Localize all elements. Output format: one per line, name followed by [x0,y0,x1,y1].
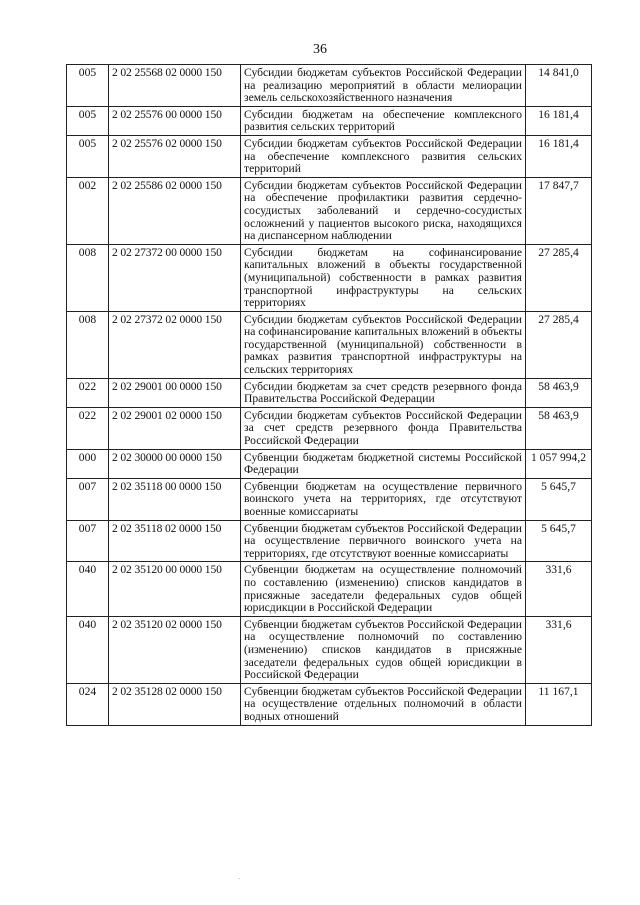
table-row [67,106,592,135]
budget-classification-code-cell: 2 02 25568 02 0000 150 [109,65,241,107]
budget-classification-code-cell: 2 02 29001 02 0000 150 [109,407,241,449]
amount-cell: 331,6 [526,616,592,683]
budget-classification-code-cell: 2 02 25576 00 0000 150 [109,106,241,135]
admin-code-cell: 005 [67,135,109,177]
page-number: 36 [313,42,327,57]
admin-code-cell: 007 [67,478,109,520]
amount-cell: 331,6 [526,562,592,616]
revenue-name-cell: Субсидии бюджетам за счет средств резервного фонда Правительства Российской Федерации [241,378,526,407]
table-row [67,520,592,562]
budget-classification-code-cell: 2 02 25586 02 0000 150 [109,177,241,244]
table-row [67,562,592,616]
revenue-name-cell: Субсидии бюджетам субъектов Российской Федерации за счет средств резервного фонда Правительства Российской Федерации [241,407,526,449]
revenue-name-cell: Субвенции бюджетам на осуществление первичного воинского учета на территориях, где отсутствуют военные комиссариаты [241,478,526,520]
budget-classification-code-cell: 2 02 35118 02 0000 150 [109,520,241,562]
table-row [67,616,592,683]
revenue-name-cell: Субсидии бюджетам субъектов Российской Федерации на софинансирование капитальных вложений в объекты государственной (муниципальной) собственности в рамках развития транспортной инфраструктуры на сельских территориях [241,311,526,378]
admin-code-cell: 024 [67,683,109,725]
budget-classification-code-cell: 2 02 30000 00 0000 150 [109,449,241,478]
budget-classification-code-cell: 2 02 35120 02 0000 150 [109,616,241,683]
table-row [67,311,592,378]
admin-code-cell: 005 [67,65,109,107]
revenue-name-cell: Субсидии бюджетам на обеспечение комплексного развития сельских территорий [241,106,526,135]
amount-cell: 11 167,1 [526,683,592,725]
table-row [67,478,592,520]
amount-cell: 5 645,7 [526,520,592,562]
revenue-name-cell: Субвенции бюджетам субъектов Российской Федерации на осуществление полномочий по составлению (изменению) списков кандидатов в присяжные заседатели федеральных судов общей юрисдикции в Российской Федерации [241,616,526,683]
revenue-name-cell: Субвенции бюджетам субъектов Российской Федерации на осуществление отдельных полномочий в области водных отношений [241,683,526,725]
revenue-name-cell: Субсидии бюджетам субъектов Российской Федерации на обеспечение профилактики развития сердечно-сосудистых заболеваний и сердечно-сосудистых осложнений у пациентов высокого риска, находящихся на диспансерном наблюдении [241,177,526,244]
amount-cell: 17 847,7 [526,177,592,244]
budget-classification-code-cell: 2 02 35120 00 0000 150 [109,562,241,616]
budget-classification-code-cell: 2 02 25576 02 0000 150 [109,135,241,177]
amount-cell: 58 463,9 [526,378,592,407]
admin-code-cell: 002 [67,177,109,244]
amount-cell: 14 841,0 [526,65,592,107]
revenue-name-cell: Субсидии бюджетам субъектов Российской Федерации на реализацию мероприятий в области мелиорации земель сельскохозяйственного назначения [241,65,526,107]
admin-code-cell: 022 [67,378,109,407]
footer-mark: . [238,872,240,881]
table-row [67,177,592,244]
revenue-name-cell: Субвенции бюджетам бюджетной системы Российской Федерации [241,449,526,478]
table-row [67,407,592,449]
budget-classification-code-cell: 2 02 29001 00 0000 150 [109,378,241,407]
revenue-name-cell: Субсидии бюджетам на софинансирование капитальных вложений в объекты государственной (муниципальной) собственности в рамках развития транспортной инфраструктуры на сельских территориях [241,244,526,311]
admin-code-cell: 040 [67,616,109,683]
amount-cell: 16 181,4 [526,135,592,177]
revenue-name-cell: Субсидии бюджетам субъектов Российской Федерации на обеспечение комплексного развития сельских территорий [241,135,526,177]
admin-code-cell: 007 [67,520,109,562]
admin-code-cell: 040 [67,562,109,616]
revenue-name-cell: Субвенции бюджетам субъектов Российской Федерации на осуществление первичного воинского учета на территориях, где отсутствуют военные комиссариаты [241,520,526,562]
table-row [67,449,592,478]
amount-cell: 58 463,9 [526,407,592,449]
admin-code-cell: 005 [67,106,109,135]
table-row [67,135,592,177]
table-row [67,378,592,407]
revenue-name-cell: Субвенции бюджетам на осуществление полномочий по составлению (изменению) списков кандидатов в присяжные заседатели федеральных судов общей юрисдикции в Российской Федерации [241,562,526,616]
table-row [67,65,592,107]
admin-code-cell: 008 [67,244,109,311]
amount-cell: 16 181,4 [526,106,592,135]
admin-code-cell: 022 [67,407,109,449]
table-row [67,244,592,311]
amount-cell: 1 057 994,2 [526,449,592,478]
budget-classification-code-cell: 2 02 35118 00 0000 150 [109,478,241,520]
budget-classification-code-cell: 2 02 27372 02 0000 150 [109,311,241,378]
amount-cell: 5 645,7 [526,478,592,520]
budget-revenue-table [66,64,592,726]
budget-classification-code-cell: 2 02 27372 00 0000 150 [109,244,241,311]
amount-cell: 27 285,4 [526,244,592,311]
table-row [67,683,592,725]
admin-code-cell: 008 [67,311,109,378]
budget-classification-code-cell: 2 02 35128 02 0000 150 [109,683,241,725]
admin-code-cell: 000 [67,449,109,478]
amount-cell: 27 285,4 [526,311,592,378]
